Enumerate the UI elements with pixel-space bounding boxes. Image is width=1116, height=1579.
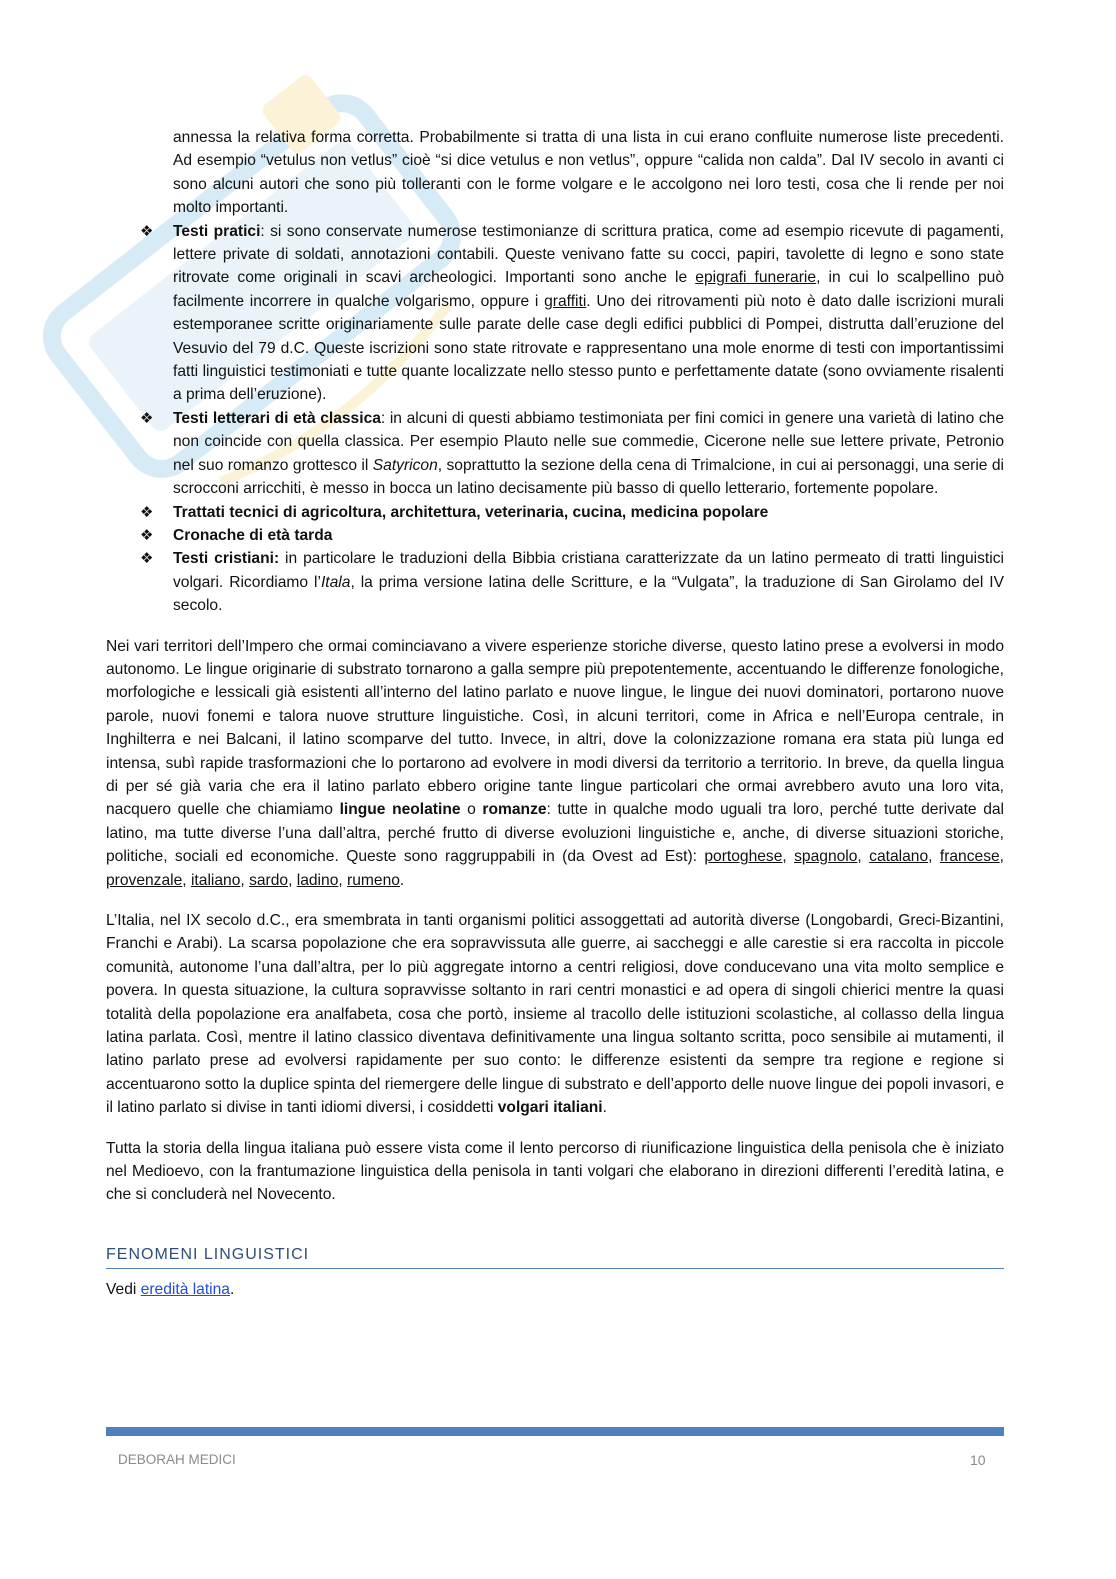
language-term: sardo — [249, 871, 289, 889]
language-term: provenzale — [106, 871, 183, 889]
italic-title: Itala — [320, 573, 351, 591]
list-item — [106, 220, 1004, 407]
para-text: L’Italia, nel IX secolo d.C., era smembrata in tanti organismi politici assoggettati ad autorità diverse (Longobardi, Greci-Bizantini, Franchi e Arabi). La scarsa popolazione che era sopravvissuta alle guerre, ai saccheggi e alle carestie si era raccolta in piccole comunità, autonome l’una dall’altra, per lo più aggregate intorno a centri religiosi, dove conducevano una vita molto semplice e povera. In questa situazione, la cultura sopravvisse soltanto in rari centri monastici e ad opera di singoli chierici mentre la quasi totalità della popolazione era analfabeta, cosa che portò, insieme al tracollo delle istituzioni scolastiche, al collasso della lingua latina parlata. Così, mentre il latino classico diventava definitivamente una lingua soltanto scritta, poco sensibile ai mutamenti, il latino parlato prese ad evolversi rapidamente per suo conto: le differenze esistenti da sempre tra regione e regione si accentuarono sotto la duplice spinta del riemergere delle lingue di substrato e dell’apporto delle nuove lingue dei popoli invasori, e il latino parlato si divise in tanti idiomi diversi, i cosiddetti — [106, 912, 1004, 1117]
diamond-bullet-icon: ❖ — [140, 222, 154, 240]
list-item — [106, 547, 1004, 617]
list-item — [106, 501, 1004, 524]
term-epigrafi: epigrafi funerarie — [695, 269, 817, 287]
paragraph-italia — [106, 909, 1004, 1120]
language-term: francese — [939, 848, 1000, 866]
source-list — [106, 220, 1004, 618]
item-text: : in alcuni di questi abbiamo testimoniata per fini comici in genere una varietà di latino che non coincide con quella classica. Per esempio Plauto nelle sue commedie, Cicerone nelle sue lettere private, Petronio nel suo romanzo grottesco il — [173, 409, 1004, 474]
diamond-bullet-icon: ❖ — [140, 550, 154, 568]
page-number: 10 — [970, 1452, 986, 1468]
paragraph-neolatine — [106, 635, 1004, 892]
language-term: ladino — [296, 871, 339, 889]
language-list: portoghese, spagnolo, catalano, francese, provenzale, italiano, sardo, ladino, rumeno — [106, 848, 1005, 889]
language-term: portoghese — [704, 848, 783, 866]
item-title: Testi pratici — [173, 222, 261, 240]
footer-author: DEBORAH MEDICI — [118, 1452, 236, 1467]
term-graffiti: graffiti — [544, 292, 587, 310]
para-text: o — [460, 801, 483, 819]
item-text: , in cui lo scalpellino può facilmente incorrere in qualche volgarismo, oppure i — [173, 269, 1004, 310]
para-end: . — [229, 1281, 235, 1299]
see-label: Vedi — [106, 1281, 141, 1299]
item-title: Testi cristiani: — [173, 550, 280, 568]
item-text: in particolare le traduzioni della Bibbia cristiana caratterizzate da un latino permeato di tratti linguistici volgari. Ricordiamo l’ — [173, 550, 1004, 591]
item-text: , soprattutto la sezione della cena di Trimalcione, in cui ai personaggi, una serie di scrocconi arricchiti, è messo in bocca un latino decisamente più basso di quello letterario, fortemente popolare. — [173, 456, 1005, 498]
para-end: . — [602, 1099, 607, 1117]
para-text: : tutte in qualche modo uguali tra loro, perché tutte derivate dal latino, ma tutte diverse l’una dall’altra, perché frutto di diverse evoluzioni linguistiche e, anche, di diverse situazioni storiche, politiche, sociali ed economiche. Queste sono raggruppabili in (da Ovest ad Est): — [106, 801, 1004, 866]
paragraph-storia: Tutta la storia della lingua italiana può essere vista come il lento percorso di riunificazione linguistica della penisola che è iniziato nel Medioevo, con la frantumazione linguistica della penisola in tanti volgari che elaborano in direzioni differenti l’eredità latina, e che si concluderà nel Novecento. — [106, 1139, 1004, 1204]
item-text: , la prima versione latina delle Scritture, e la “Vulgata”, la traduzione di San Girolamo del IV secolo. — [173, 573, 1004, 615]
bold-term: volgari italiani — [497, 1099, 603, 1117]
bold-term: romanze — [482, 801, 547, 819]
diamond-bullet-icon: ❖ — [140, 503, 154, 521]
diamond-bullet-icon: ❖ — [140, 526, 154, 544]
page-content — [106, 126, 1004, 1302]
item-title: Trattati tecnici di agricoltura, architettura, veterinaria, cucina, medicina popolare — [173, 503, 769, 521]
item-text: : si sono conservate numerose testimonianze di scrittura pratica, come ad esempio ricevute di pagamenti, lettere private di soldati, annotazioni contabili. Queste venivano fatte su cocci, papiri, tavolette di legno e sono state ritrovate come originali in scavi archeologici. Importanti sono anche le — [173, 222, 1004, 287]
bullet-continuation: annessa la relativa forma corretta. Probabilmente si tratta di una lista in cui erano confluite numerose liste precedenti. Ad esempio “vetulus non vetlus” cioè “si dice vetulus e non vetlus”, oppure “calida non calda”. Dal IV secolo in avanti ci sono alcuni autori che sono più tolleranti con le forme volgare e le accolgono nei loro testi, cosa che li rende per noi molto importanti. — [173, 129, 1004, 217]
language-term: spagnolo — [794, 848, 858, 866]
language-term: catalano — [869, 848, 929, 866]
item-title: Cronache di età tarda — [173, 526, 333, 544]
item-title: Testi letterari di età classica — [173, 409, 381, 427]
para-text: Nei vari territori dell’Impero che ormai cominciavano a vivere esperienze storiche diverse, questo latino prese a evolversi in modo autonomo. Le lingue originarie di substrato tornarono a galla sempre più prepotentemente, accentuando le differenze fonologiche, morfologiche e lessicali già esistenti all’interno del latino parlato e nuove lingue, le lingue dei nuovi dominatori, portarono nuove parole, nuovi fonemi e talora nuove strutture linguistiche. Così, in alcuni territori, come in Africa e nell’Europa centrale, in Inghilterra e nei Balcani, il latino scomparve del tutto. Invece, in altri, dove la colonizzazione romana era stata più lunga ed intensa, subì rapide trasformazioni che lo portarono ad evolvere in modi diversi da territorio a territorio. In breve, da quella lingua di per sé già varia che era il latino parlato ebbero origine tante lingue particolari che ormai avrebbero avuto una loro vita, nacquero quelle che chiamiamo — [106, 637, 1004, 819]
diamond-bullet-icon: ❖ — [140, 409, 154, 427]
list-item — [106, 407, 1004, 501]
language-term: italiano — [190, 871, 241, 889]
bold-term: lingue neolatine — [339, 801, 461, 819]
italic-title: Satyricon — [372, 456, 438, 474]
language-term: rumeno — [347, 871, 400, 889]
eredita-latina-link[interactable]: eredità latina — [140, 1281, 230, 1299]
list-item — [106, 524, 1004, 547]
see-also-line — [106, 1278, 1004, 1301]
footer-divider — [106, 1427, 1004, 1436]
item-text: . Uno dei ritrovamenti più noto è dato dalle iscrizioni murali estemporanee scritte originariamente sulle parate delle case degli edifici pubblici di Pompei, distrutta dall’eruzione del Vesuvio del 79 d.C. Queste iscrizioni sono state ritrovate e rappresentano una mole enorme di testi con importantissimi fatti linguistici testimoniati e tutte quante localizzate nello stesso punto e perfettamente datate (sono ovviamente risalenti a prima dell’eruzione). — [173, 292, 1005, 404]
para-end: . — [399, 871, 405, 889]
section-heading: FENOMENI LINGUISTICI — [106, 1243, 1004, 1269]
